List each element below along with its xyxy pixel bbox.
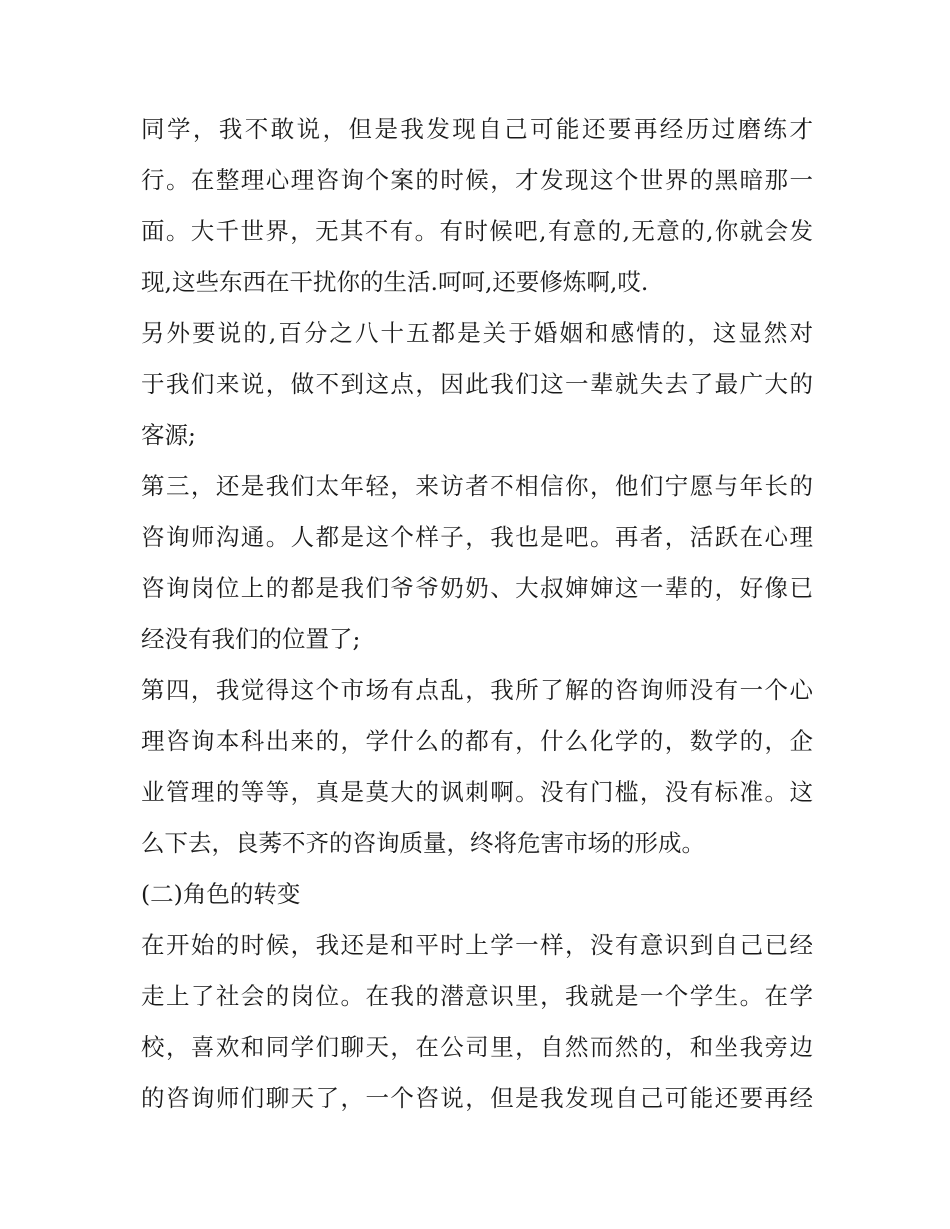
- text-line: 走上了社会的岗位。在我的潜意识里，我就是一个学生。在学: [141, 982, 813, 1010]
- text-line: 现,这些东西在干扰你的生活.呵呵,还要修炼啊,哎.: [141, 268, 649, 296]
- text-line: 第三，还是我们太年轻，来访者不相信你，他们宁愿与年长的: [141, 472, 813, 500]
- text-line: 第四，我觉得这个市场有点乱，我所了解的咨询师没有一个心: [141, 676, 813, 704]
- text-line: 客源;: [141, 421, 196, 449]
- section-heading: (二)角色的转变: [141, 880, 301, 908]
- text-line: 于我们来说，做不到这点，因此我们这一辈就失去了最广大的: [141, 370, 813, 398]
- text-line: 校，喜欢和同学们聊天，在公司里，自然而然的，和坐我旁边: [141, 1033, 813, 1061]
- text-line: 咨询岗位上的都是我们爷爷奶奶、大叔婶婶这一辈的，好像已: [141, 574, 813, 602]
- text-line: 同学，我不敢说，但是我发现自己可能还要再经历过磨练才: [141, 115, 813, 143]
- document-body: [141, 104, 813, 1124]
- text-line: 的咨询师们聊天了，一个咨说，但是我发现自己可能还要再经: [141, 1084, 813, 1112]
- text-line: 面。大千世界，无其不有。有时候吧,有意的,无意的,你就会发: [141, 217, 813, 245]
- text-line: 咨询师沟通。人都是这个样子，我也是吧。再者，活跃在心理: [141, 523, 813, 551]
- text-line: 经没有我们的位置了;: [141, 625, 361, 653]
- text-line: 业管理的等等，真是莫大的讽刺啊。没有门槛，没有标准。这: [141, 778, 813, 806]
- text-line: 另外要说的,百分之八十五都是关于婚姻和感情的，这显然对: [141, 319, 813, 347]
- text-line: 在开始的时候，我还是和平时上学一样，没有意识到自己已经: [141, 931, 813, 959]
- text-line: 理咨询本科出来的，学什么的都有，什么化学的，数学的，企: [141, 727, 813, 755]
- text-line: 么下去，良莠不齐的咨询质量，终将危害市场的形成。: [141, 829, 705, 857]
- text-line: 行。在整理心理咨询个案的时候，才发现这个世界的黑暗那一: [141, 166, 813, 194]
